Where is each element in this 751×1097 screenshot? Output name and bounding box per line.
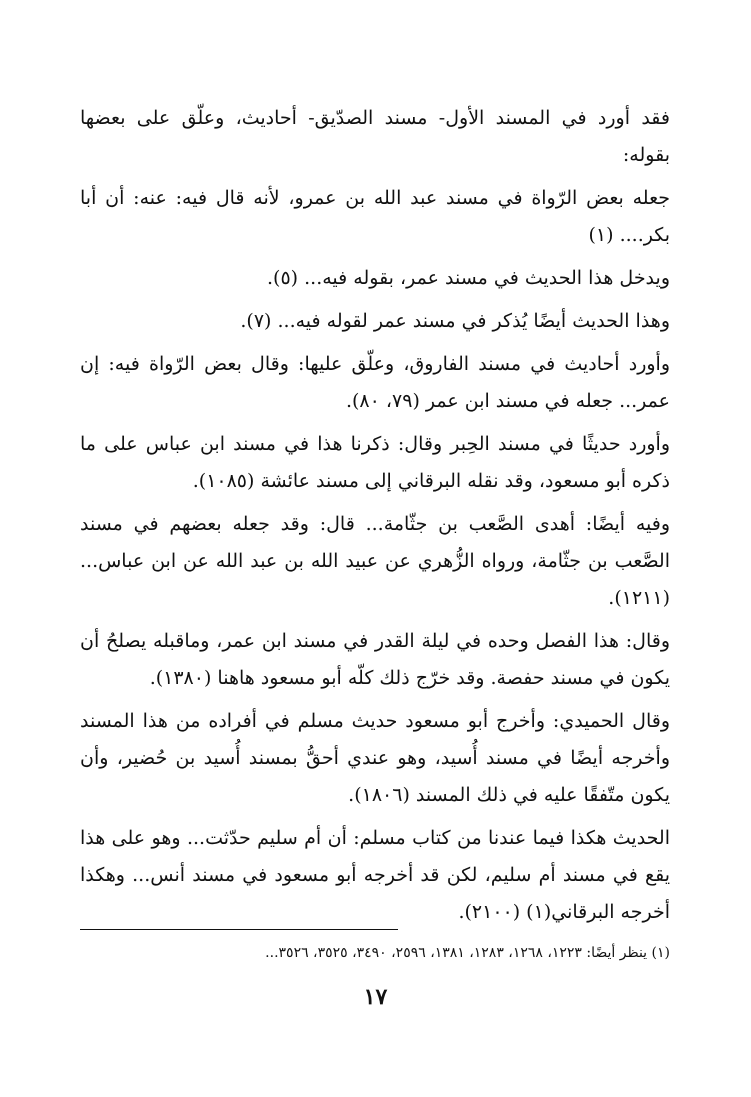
footnote: (١) ينظر أيضًا: ١٢٢٣، ١٢٦٨، ١٢٨٣، ١٣٨١، ٢٥٩٦، ٣٤٩٠، ٣٥٢٥، ٣٥٢٦...: [265, 945, 670, 961]
paragraph-1: فقد أورد في المسند الأول- مسند الصدّيق- أحاديث، وعلّق على بعضها بقوله:: [80, 107, 670, 166]
paragraph-5: وأورد أحاديث في مسند الفاروق، وعلّق عليها: وقال بعض الرّواة فيه: إن عمر... جعله في مسند ابن عمر (٧٩، ٨٠).: [80, 353, 670, 412]
paragraph-7: وفيه أيضًا: أهدى الصَّعب بن جثّامة... قال: وقد جعله بعضهم في مسند الصَّعب بن جثّامة، ورواه الزُّهري عن عبيد الله بن عبد الله عن ابن عباس... (١٢١١).: [80, 513, 671, 609]
paragraph-10: الحديث هكذا فيما عندنا من كتاب مسلم: أن أم سليم حدّثت... وهو على هذا يقع في مسند أم سليم، لكن قد أخرجه أبو مسعود في مسند أنس... وهكذا أخرجه البرقاني(١) (٢١٠٠).: [80, 827, 670, 923]
footnote-divider: [80, 929, 398, 930]
paragraph-6: وأورد حديثًا في مسند الحِبر وقال: ذكرنا هذا في مسند ابن عباس على ما ذكره أبو مسعود، وقد نقله البرقاني إلى مسند عائشة (١٠٨٥).: [80, 433, 670, 492]
page-number: ١٧: [363, 984, 388, 1010]
paragraph-4: وهذا الحديث أيضًا يُذكر في مسند عمر لقوله فيه... (٧).: [240, 310, 670, 332]
paragraph-8: وقال: هذا الفصل وحده في ليلة القدر في مسند ابن عمر، وماقبله يصلحُ أن يكون في مسند حفصة. وقد خرّج ذلك كلّه أبو مسعود هاهنا (١٣٨٠).: [80, 630, 670, 689]
paragraph-3: ويدخل هذا الحديث في مسند عمر، بقوله فيه... (٥).: [267, 267, 670, 289]
page-body: [80, 100, 670, 937]
paragraph-9: وقال الحميدي: وأخرج أبو مسعود حديث مسلم في أفراده من هذا المسند وأخرجه أيضًا في مسند أُسيد، وهو عندي أحقُّ بمسند أُسيد بن حُضير، وأن يكون متّفقًا عليه في ذلك المسند (١٨٠٦).: [80, 710, 670, 806]
paragraph-2: جعله بعض الرّواة في مسند عبد الله بن عمرو، لأنه قال فيه: عنه: أن أبا بكر.... (١): [80, 187, 670, 246]
